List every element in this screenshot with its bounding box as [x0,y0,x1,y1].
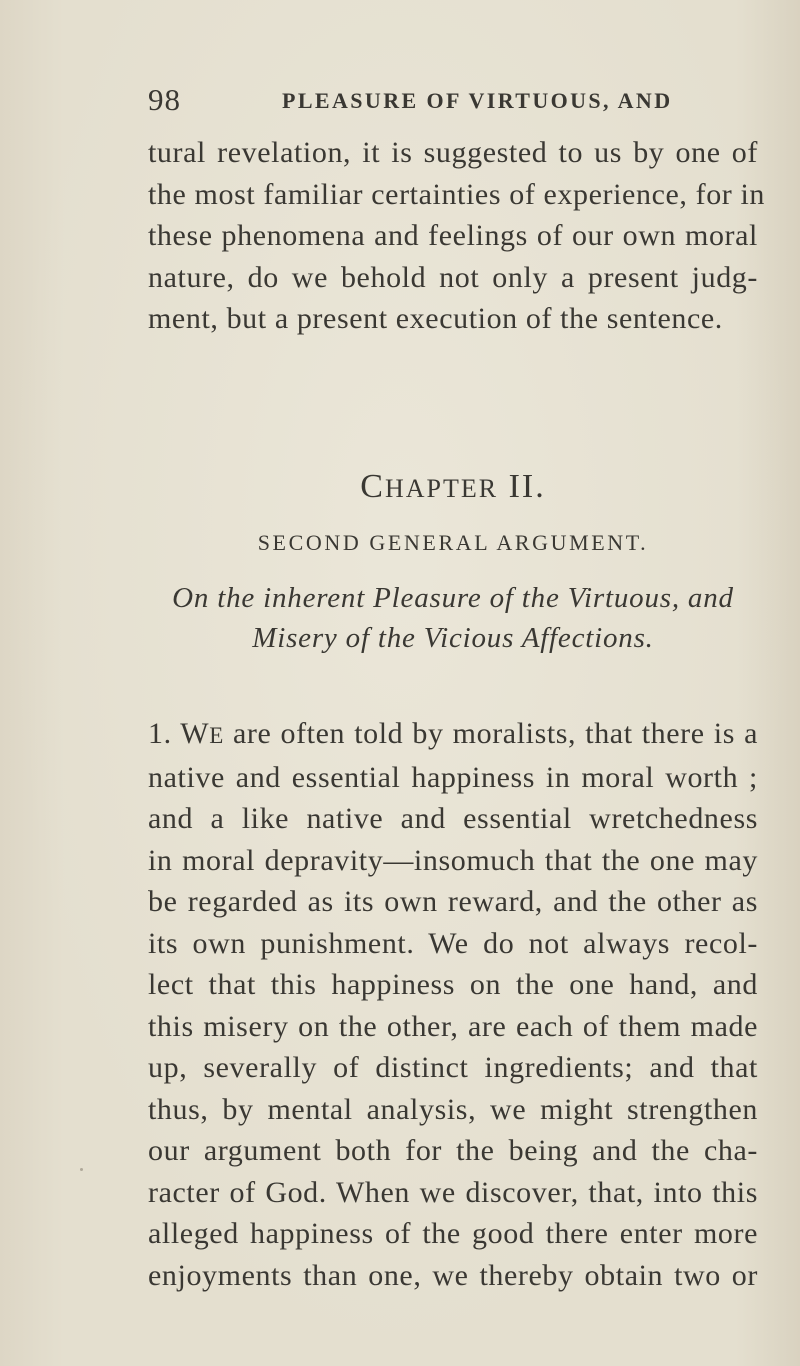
running-head [148,82,758,122]
body-paragraph [148,713,758,1296]
chapter-number: II. [508,468,546,505]
text-line: its own punishment. We do not always recol- [148,926,758,960]
text-line: in moral depravity—insomuch that the one may [148,843,758,877]
chapter-title-rest: HAPTER [384,474,499,503]
text-line: these phenomena and feelings of our own moral [148,219,758,252]
chapter-title-initial: C [360,468,385,505]
opening-paragraph [148,132,766,340]
text-line: this misery on the other, are each of them made [148,1009,758,1043]
text-line: enjoyments than one, we thereby obtain two or [148,1258,758,1292]
subtitle-line: Misery of the Vicious Affections. [252,622,654,654]
first-word-initial: W [180,717,210,750]
text-line: alleged happiness of the good there enter more [148,1217,758,1250]
chapter-subtitle [148,578,758,658]
argument-heading: SECOND GENERAL ARGUMENT. [257,530,649,555]
text-line-first [148,713,758,757]
subtitle-line: On the inherent Pleasure of the Virtuous, and [172,582,734,614]
page-number: 98 [148,82,181,117]
paragraph-number: 1. [148,717,172,750]
text-line: native and essential happiness in moral worth ; [148,760,758,794]
running-title: PLEASURE OF VIRTUOUS, AND [282,88,673,113]
text-line: tural revelation, it is suggested to us by one of [148,136,758,169]
text-line: the most familiar certainties of experience, for in [148,177,766,211]
first-line-rest: are often told by moralists, that there is a [232,717,759,750]
text-line: lect that this happiness on the one hand, and [148,968,758,1001]
text-line: ment, but a present execution of the sentence. [148,302,723,335]
text-line: our argument both for the being and the cha- [148,1134,758,1167]
paper-speck [80,1168,83,1171]
chapter-heading [148,468,758,506]
text-line: racter of God. When we discover, that, into this [148,1175,758,1209]
text-line: nature, do we behold not only a present judg- [148,260,758,294]
text-line: thus, by mental analysis, we might strengthen [148,1092,758,1126]
text-line: up, severally of distinct ingredients; and that [148,1051,758,1084]
text-line: be regarded as its own reward, and the other as [148,885,758,918]
first-word-rest: E [209,723,224,748]
text-line: and a like native and essential wretchedness [148,802,758,835]
